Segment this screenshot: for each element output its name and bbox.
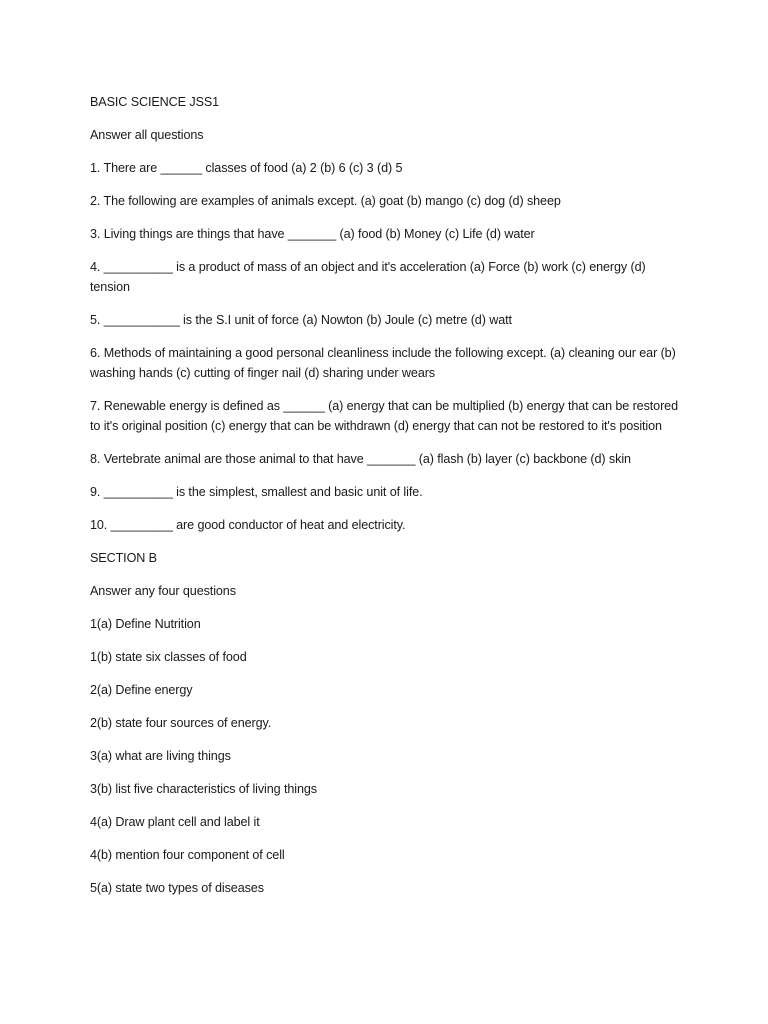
question-b-3b: 3(b) list five characteristics of living things xyxy=(90,782,317,796)
question-a-6: 6. Methods of maintaining a good personal cleanliness include the following except. (a) cleaning our ear (b) washing hands (c) cutting of finger nail (d) sharing under wears xyxy=(90,346,676,380)
question-a-9: 9. __________ is the simplest, smallest and basic unit of life. xyxy=(90,485,423,499)
question-b-4b: 4(b) mention four component of cell xyxy=(90,848,285,862)
question-a-5: 5. ___________ is the S.I unit of force (a) Nowton (b) Joule (c) metre (d) watt xyxy=(90,313,512,327)
question-a-1: 1. There are ______ classes of food (a) 2 (b) 6 (c) 3 (d) 5 xyxy=(90,161,403,175)
question-a-4: 4. __________ is a product of mass of an object and it's acceleration (a) Force (b) work (c) energy (d) tension xyxy=(90,260,646,294)
section-b-heading: SECTION B xyxy=(90,551,157,565)
question-a-10: 10. _________ are good conductor of heat and electricity. xyxy=(90,518,406,532)
instruction-section-b: Answer any four questions xyxy=(90,584,236,598)
question-b-3a: 3(a) what are living things xyxy=(90,749,231,763)
document-page xyxy=(90,92,680,911)
question-b-2a: 2(a) Define energy xyxy=(90,683,193,697)
question-b-4a: 4(a) Draw plant cell and label it xyxy=(90,815,260,829)
instruction-section-a: Answer all questions xyxy=(90,128,204,142)
question-a-7: 7. Renewable energy is defined as ______ (a) energy that can be multiplied (b) energy that can be restored to it's original position (c) energy that can be withdrawn (d) energy that can not be restored to it's position xyxy=(90,399,678,433)
question-b-1b: 1(b) state six classes of food xyxy=(90,650,247,664)
document-title: BASIC SCIENCE JSS1 xyxy=(90,95,220,109)
question-a-2: 2. The following are examples of animals except. (a) goat (b) mango (c) dog (d) sheep xyxy=(90,194,561,208)
question-a-8: 8. Vertebrate animal are those animal to that have _______ (a) flash (b) layer (c) backbone (d) skin xyxy=(90,452,631,466)
question-b-5a: 5(a) state two types of diseases xyxy=(90,881,264,895)
question-a-3: 3. Living things are things that have _______ (a) food (b) Money (c) Life (d) water xyxy=(90,227,535,241)
question-b-2b: 2(b) state four sources of energy. xyxy=(90,716,272,730)
question-b-1a: 1(a) Define Nutrition xyxy=(90,617,201,631)
